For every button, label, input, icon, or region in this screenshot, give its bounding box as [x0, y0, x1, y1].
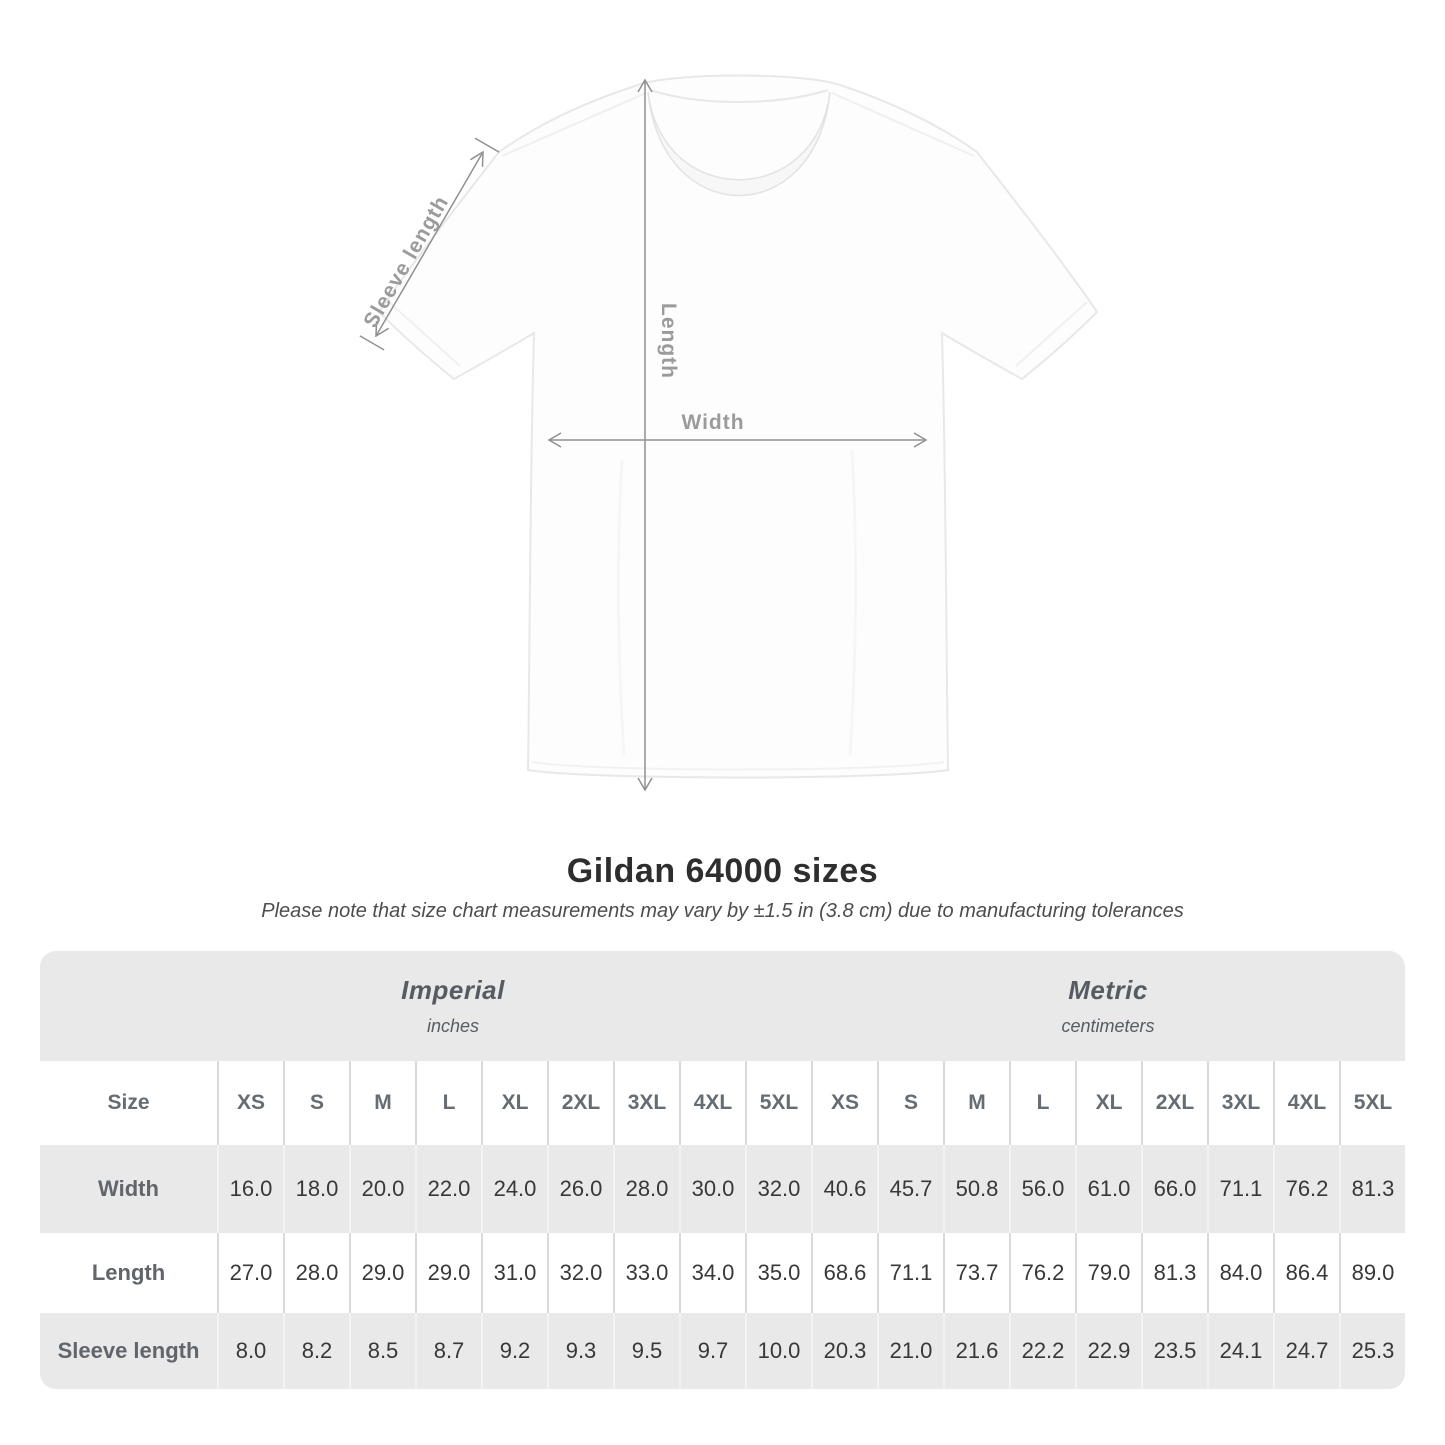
measurement-cell: 20.3 — [811, 1313, 877, 1389]
measurement-cell: 16.0 — [217, 1145, 283, 1233]
size-col-header: S — [877, 1061, 943, 1145]
size-col-header: 3XL — [1207, 1061, 1273, 1145]
size-col-header: 2XL — [1141, 1061, 1207, 1145]
measurement-cell: 76.2 — [1273, 1145, 1339, 1233]
width-label: Width — [681, 411, 745, 434]
measurement-cell: 18.0 — [283, 1145, 349, 1233]
measurement-cell: 71.1 — [877, 1233, 943, 1313]
size-col-header: 5XL — [745, 1061, 811, 1145]
measurement-cell: 86.4 — [1273, 1233, 1339, 1313]
measurement-cell: 8.0 — [217, 1313, 283, 1389]
size-col-header: M — [943, 1061, 1009, 1145]
measurement-cell: 40.6 — [811, 1145, 877, 1233]
end-tick-lower — [360, 336, 384, 350]
size-col-header: XL — [1075, 1061, 1141, 1145]
size-col-header: 5XL — [1339, 1061, 1405, 1145]
size-col-header: L — [415, 1061, 481, 1145]
size-col-header: 4XL — [1273, 1061, 1339, 1145]
measurement-cell: 50.8 — [943, 1145, 1009, 1233]
row-label: Length — [40, 1233, 217, 1313]
metric-label: Metric — [1068, 975, 1148, 1005]
measurement-cell: 81.3 — [1339, 1145, 1405, 1233]
size-col-header: L — [1009, 1061, 1075, 1145]
length-label: Length — [657, 303, 680, 379]
measurement-cell: 21.0 — [877, 1313, 943, 1389]
measurement-cell: 71.1 — [1207, 1145, 1273, 1233]
measurement-cell: 28.0 — [613, 1145, 679, 1233]
table-row-sleeve-length — [40, 1313, 1405, 1389]
row-label: Sleeve length — [40, 1313, 217, 1389]
size-col-header: 2XL — [547, 1061, 613, 1145]
tolerance-note: Please note that size chart measurements may vary by ±1.5 in (3.8 cm) due to manufacturing tolerances — [261, 900, 1184, 922]
measurement-cell: 26.0 — [547, 1145, 613, 1233]
measurement-cell: 56.0 — [1009, 1145, 1075, 1233]
measurement-cell: 32.0 — [745, 1145, 811, 1233]
measurement-cell: 34.0 — [679, 1233, 745, 1313]
measurement-cell: 22.9 — [1075, 1313, 1141, 1389]
size-corner-header: Size — [40, 1061, 217, 1145]
size-col-header: 3XL — [613, 1061, 679, 1145]
measurement-cell: 68.6 — [811, 1233, 877, 1313]
measurement-cell: 9.2 — [481, 1313, 547, 1389]
measurement-cell: 73.7 — [943, 1233, 1009, 1313]
measurement-cell: 27.0 — [217, 1233, 283, 1313]
measurement-cell: 23.5 — [1141, 1313, 1207, 1389]
measurement-cell: 79.0 — [1075, 1233, 1141, 1313]
measurement-cell: 28.0 — [283, 1233, 349, 1313]
size-col-header: XS — [217, 1061, 283, 1145]
measurement-cell: 31.0 — [481, 1233, 547, 1313]
size-col-header: XS — [811, 1061, 877, 1145]
measurement-cell: 32.0 — [547, 1233, 613, 1313]
imperial-group-header — [40, 951, 811, 1061]
measurement-cell: 29.0 — [349, 1233, 415, 1313]
table-row-width — [40, 1145, 1405, 1233]
measurement-cell: 9.7 — [679, 1313, 745, 1389]
size-table — [40, 951, 1405, 1389]
size-col-header: 4XL — [679, 1061, 745, 1145]
table-row-length — [40, 1233, 1405, 1313]
measurement-cell: 84.0 — [1207, 1233, 1273, 1313]
size-header-row — [40, 1061, 1405, 1145]
measurement-cell: 8.7 — [415, 1313, 481, 1389]
measurement-cell: 22.2 — [1009, 1313, 1075, 1389]
measurement-cell: 25.3 — [1339, 1313, 1405, 1389]
measurement-cell: 24.0 — [481, 1145, 547, 1233]
measurement-cell: 9.3 — [547, 1313, 613, 1389]
metric-unit: centimeters — [1061, 1016, 1155, 1036]
size-col-header: XL — [481, 1061, 547, 1145]
sleeve-length-label: Sleeve length — [359, 191, 454, 332]
measurement-cell: 33.0 — [613, 1233, 679, 1313]
measurement-cell: 66.0 — [1141, 1145, 1207, 1233]
measurement-cell: 24.7 — [1273, 1313, 1339, 1389]
measurement-cell: 24.1 — [1207, 1313, 1273, 1389]
measurement-cell: 8.2 — [283, 1313, 349, 1389]
page-title: Gildan 64000 sizes — [566, 852, 879, 890]
measurement-cell: 20.0 — [349, 1145, 415, 1233]
measurement-cell: 29.0 — [415, 1233, 481, 1313]
measurement-cell: 61.0 — [1075, 1145, 1141, 1233]
measurement-cell: 45.7 — [877, 1145, 943, 1233]
size-col-header: S — [283, 1061, 349, 1145]
measurement-cell: 22.0 — [415, 1145, 481, 1233]
measurement-cell: 89.0 — [1339, 1233, 1405, 1313]
metric-group-header — [811, 951, 1405, 1061]
imperial-label: Imperial — [401, 975, 505, 1005]
end-tick-upper — [475, 138, 499, 152]
measurement-cell: 35.0 — [745, 1233, 811, 1313]
measurement-cell: 81.3 — [1141, 1233, 1207, 1313]
measurement-cell: 76.2 — [1009, 1233, 1075, 1313]
imperial-unit: inches — [426, 1016, 480, 1036]
measurement-cell: 9.5 — [613, 1313, 679, 1389]
size-col-header: M — [349, 1061, 415, 1145]
measurement-cell: 30.0 — [679, 1145, 745, 1233]
measurement-cell: 21.6 — [943, 1313, 1009, 1389]
measurement-cell: 10.0 — [745, 1313, 811, 1389]
group-header-row — [40, 951, 1405, 1061]
row-label: Width — [40, 1145, 217, 1233]
measurement-cell: 8.5 — [349, 1313, 415, 1389]
